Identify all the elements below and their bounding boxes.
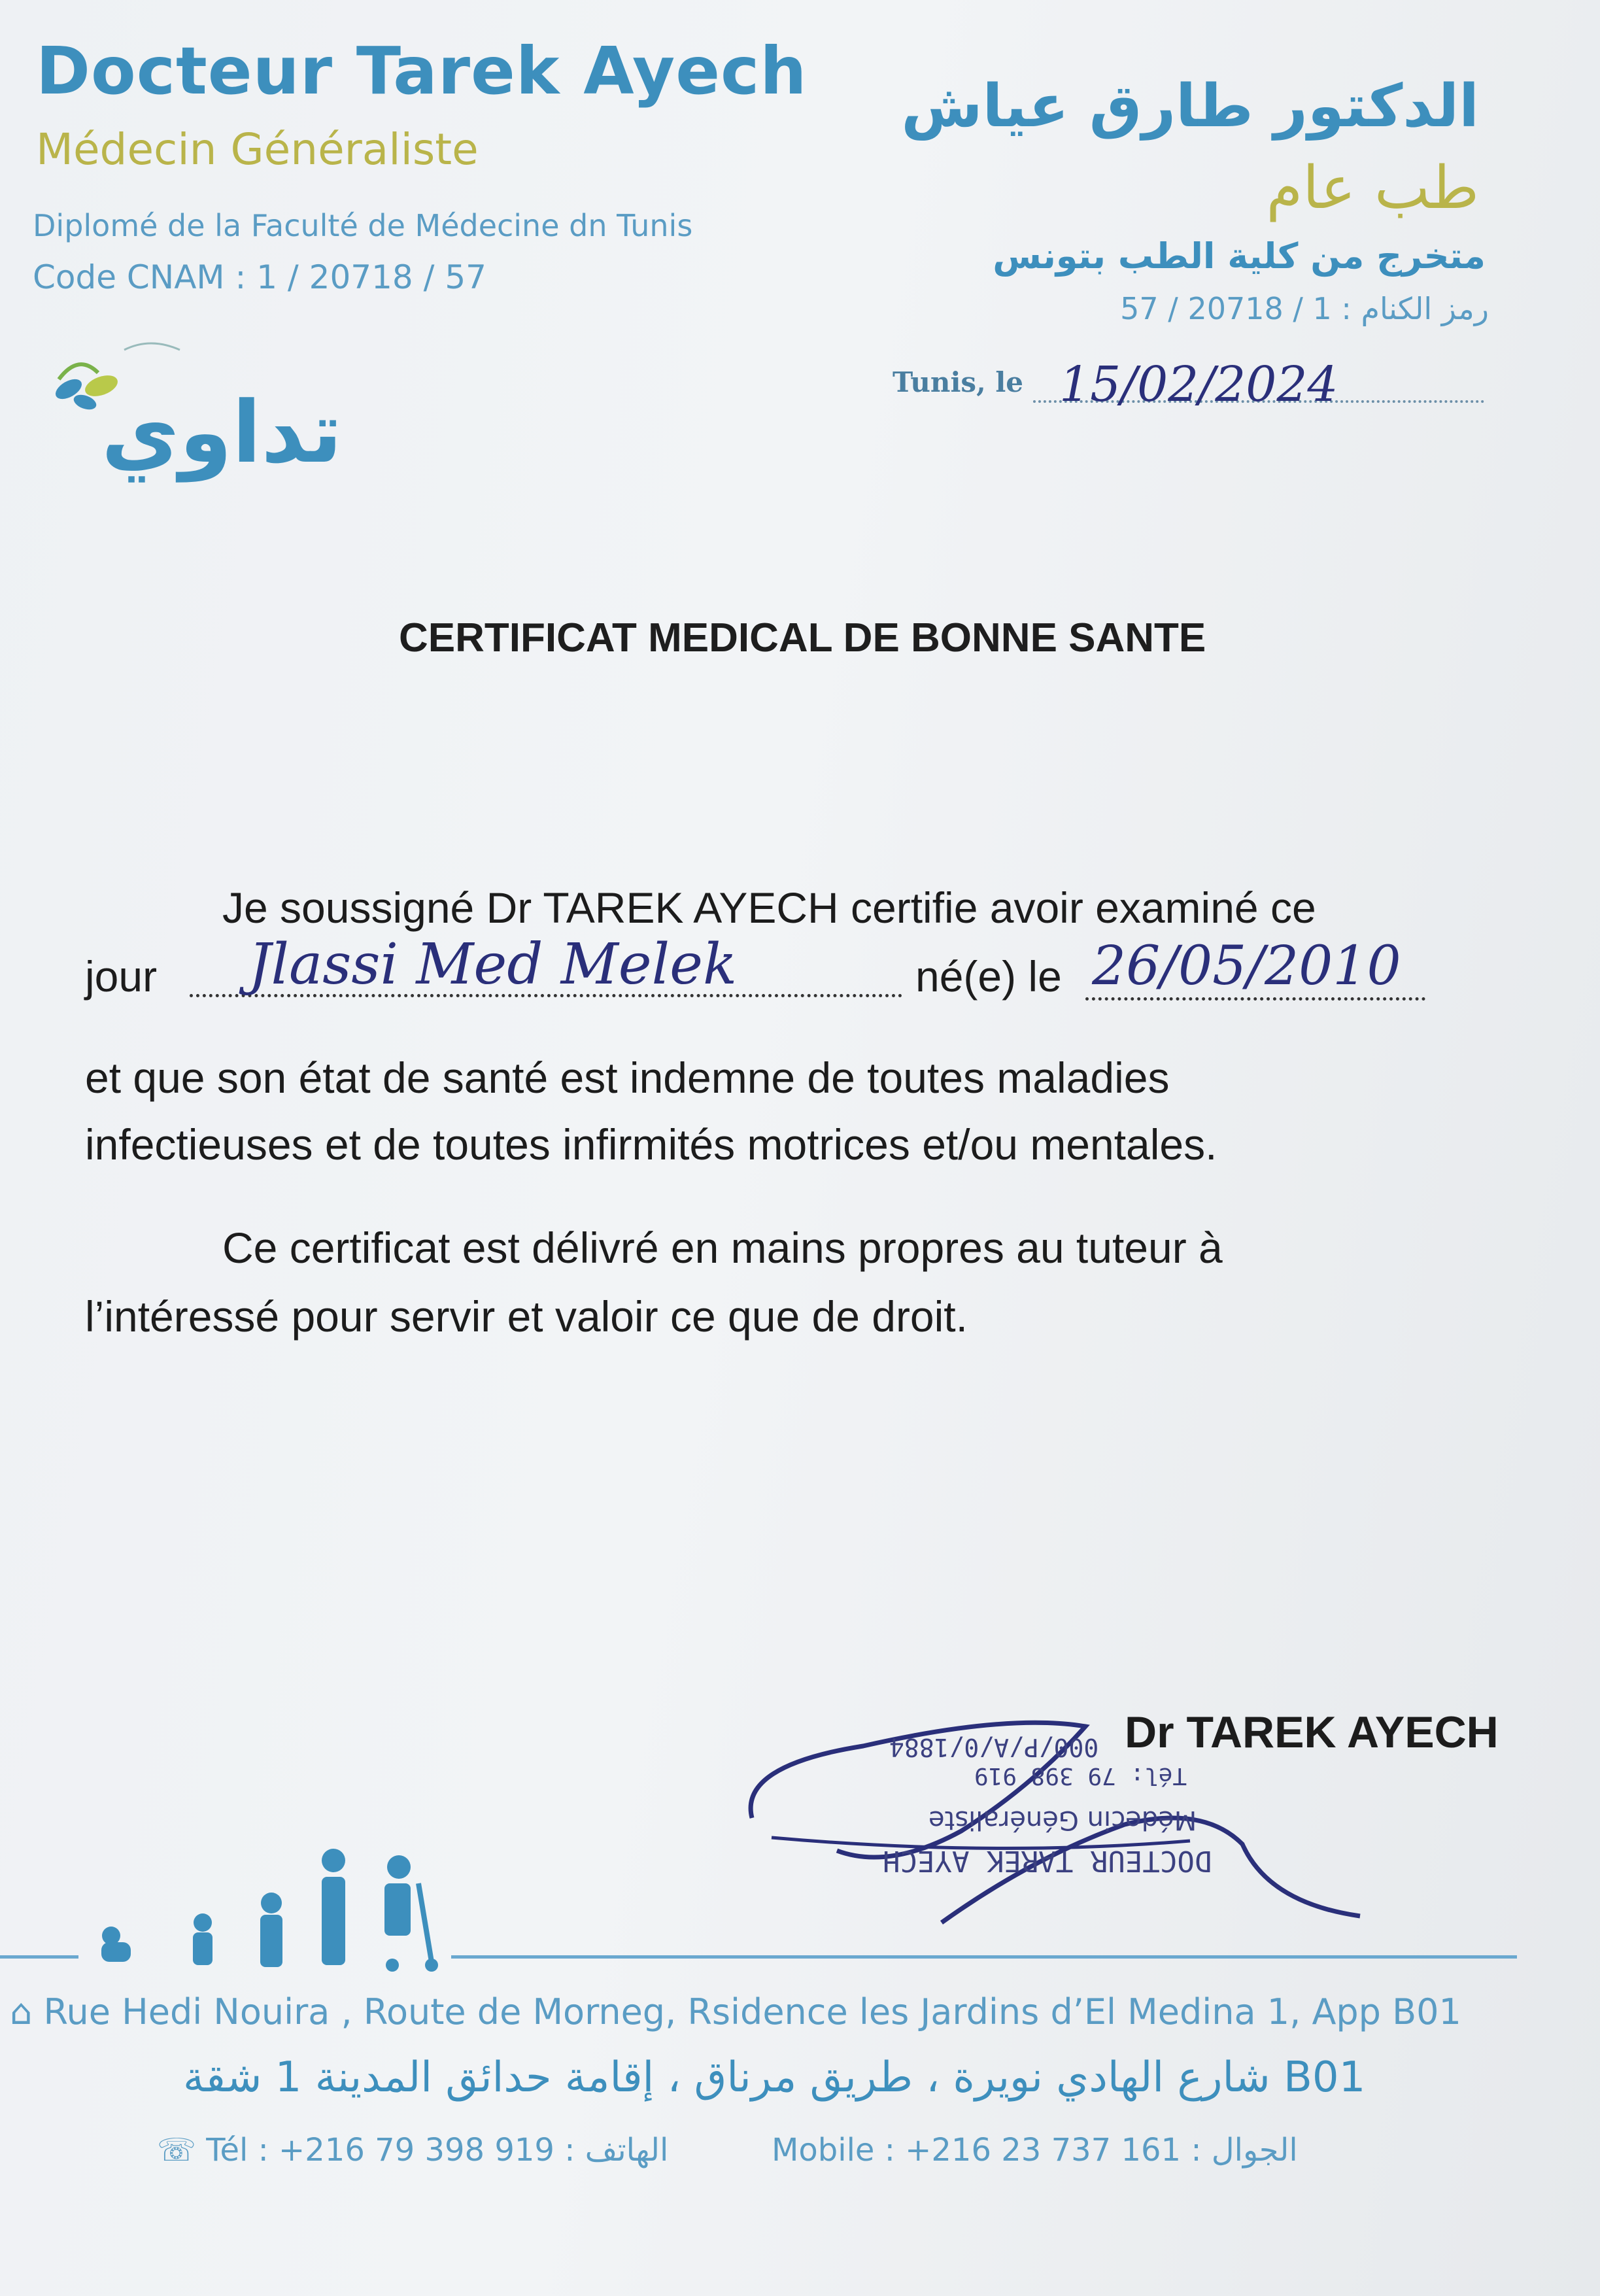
address-ar: شارع الهادي نويرة ، طريق مرناق ، إقامة حدائق المدينة 1 شقة B01 — [183, 2053, 1366, 2102]
stamp-line-1: DOCTEUR TAREK AYECH — [883, 1844, 1212, 1877]
footer-rule-right — [451, 1955, 1517, 1959]
date-prefix: Tunis, le — [893, 366, 1023, 398]
phone-line — [157, 2132, 668, 2168]
logo-text: تداوي — [101, 383, 343, 482]
patient-name-handwritten: Jlassi Med Melek — [248, 932, 738, 997]
phone-icon: ☏ — [157, 2132, 197, 2168]
address-fr-text: Rue Hedi Nouira , Route de Morneg, Rsidence les Jardins d’El Medina 1, App B01 — [43, 1991, 1461, 2032]
clinic-logo — [39, 334, 392, 504]
stamp-line-3: Tél: 79 398 919 — [974, 1762, 1187, 1789]
footer-rule-left — [0, 1955, 78, 1959]
specialty-fr: Médecin Généraliste — [36, 124, 479, 175]
phone-text: Tél : +216 79 398 919 : الهاتف — [206, 2132, 669, 2168]
specialty-ar: طب عام — [1266, 154, 1479, 222]
address-fr — [10, 1991, 1461, 2032]
body-line-4: infectieuses et de toutes infirmités motrices et/ou mentales. — [85, 1120, 1217, 1169]
dob-dotted-line — [1085, 997, 1425, 1001]
body-line-5: Ce certificat est délivré en mains propres au tuteur à — [222, 1224, 1223, 1272]
doctor-name-fr: Docteur Tarek Ayech — [36, 33, 808, 109]
dob-handwritten: 26/05/2010 — [1092, 935, 1401, 997]
cnam-code-fr: Code CNAM : 1 / 20718 / 57 — [33, 258, 486, 296]
diploma-ar: متخرج من كلية الطب بتونس — [993, 235, 1486, 277]
body-line-1: Je soussigné Dr TAREK AYECH certifie avoir examiné ce — [222, 883, 1316, 932]
stamp-line-2: Médecin Généraliste — [928, 1805, 1197, 1835]
cnam-code-ar: رمز الكنام : 1 / 20718 / 57 — [1120, 291, 1489, 326]
date-handwritten: 15/02/2024 — [1059, 356, 1338, 413]
body-line-6: l’intéressé pour servir et valoir ce que de droit. — [85, 1292, 968, 1341]
body-line-3: et que son état de santé est indemne de toutes maladies — [85, 1054, 1170, 1102]
family-figures-icon — [92, 1844, 445, 1975]
body-line-2-mid: né(e) le — [915, 952, 1062, 1001]
doctor-name-ar: الدكتور طارق عياش — [901, 72, 1479, 141]
home-icon: ⌂ — [10, 1991, 33, 2032]
mobile-line: Mobile : +216 23 737 161 : الجوال — [772, 2132, 1298, 2168]
stamp-line-4: 000/P/A/0/1884 — [889, 1733, 1099, 1762]
diploma-fr: Diplomé de la Faculté de Médecine dn Tunis — [33, 208, 693, 243]
signature-name: Dr TAREK AYECH — [1125, 1707, 1499, 1757]
certificate-title: CERTIFICAT MEDICAL DE BONNE SANTE — [399, 615, 1206, 660]
body-line-2-start: jour — [85, 952, 158, 1001]
